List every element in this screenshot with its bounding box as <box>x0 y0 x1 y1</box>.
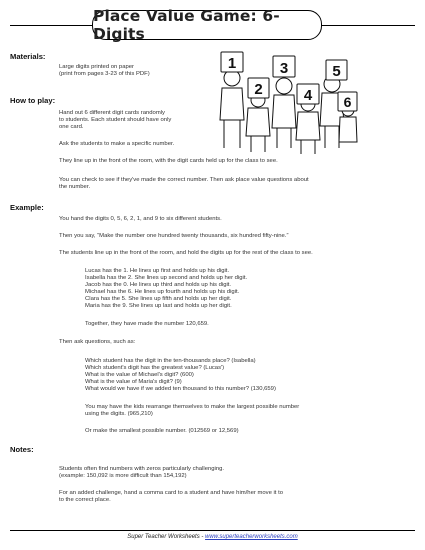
notes-p2-line-2: to the correct place. <box>59 497 111 503</box>
rearrange-line-1: You may have the kids rearrange themselves to make the largest possible number <box>85 404 300 410</box>
rearrange-line-2: using the digits. (965,210) <box>85 411 153 417</box>
footer-link[interactable]: www.superteacherworksheets.com <box>205 534 298 540</box>
notes-p1-line-2: (example: 150,092 is more difficult than 154,192) <box>59 473 187 479</box>
digit-card-2: 2 <box>254 81 263 98</box>
question-5: What would we have if we added ten thousand to this number? (130,659) <box>85 386 276 392</box>
notes-p2-line-1: For an added challenge, hand a comma card to a student and have him/her move it to <box>59 490 283 496</box>
how-to-play-p4-line-1: You can check to see if they've made the correct number. Then ask place value questions about <box>59 177 309 183</box>
lineup-line-4: Michael has the 6. He lines up fourth and holds up his digit. <box>85 289 240 295</box>
student-figure-6 <box>338 92 357 142</box>
question-4: What is the value of Maria's digit? (9) <box>85 379 182 385</box>
digit-card-5: 5 <box>332 63 341 80</box>
then-ask-text: Then ask questions, such as: <box>59 339 136 345</box>
lineup-line-3: Jacob has the 0. He lines up third and holds up his digit. <box>85 282 232 288</box>
materials-line-2: (print from pages 3-23 of this PDF) <box>59 71 150 77</box>
lineup-line-6: Maria has the 9. She lines up last and holds up her digit. <box>85 303 232 309</box>
students-illustration <box>208 48 358 156</box>
example-p2: Then you say, “Make the number one hundred twenty thousands, six hundred fifty-nine.” <box>59 233 289 239</box>
student-figure-4 <box>296 84 320 154</box>
digit-card-1: 1 <box>227 55 237 72</box>
how-to-play-p1-line-2: to students. Each student should have only <box>59 117 172 123</box>
smallest-text: Or make the smallest possible number. (012569 or 12,569) <box>85 428 239 434</box>
how-to-play-p1-line-3: one card. <box>59 124 84 130</box>
student-figure-3 <box>272 56 296 148</box>
example-p1: You hand the digits 0, 5, 6, 2, 1, and 9 to six different students. <box>59 216 222 222</box>
student-figure-1 <box>220 52 244 148</box>
example-heading: Example: <box>10 203 44 212</box>
lineup-line-5: Clara has the 5. She lines up fifth and holds up her digit. <box>85 296 232 302</box>
digit-card-4: 4 <box>303 87 313 104</box>
footer <box>0 534 425 540</box>
lineup-line-1: Lucas has the 1. He lines up first and holds up his digit. <box>85 268 230 274</box>
question-3: What is the value of Michael's digit? (600) <box>85 372 194 378</box>
example-p3: The students line up in the front of the room, and hold the digits up for the rest of the class to see. <box>59 250 313 256</box>
how-to-play-p1-line-1: Hand out 6 different digit cards randomly <box>59 110 165 116</box>
how-to-play-p3: They line up in the front of the room, with the digit cards held up for the class to see. <box>59 158 278 164</box>
materials-line-1: Large digits printed on paper <box>59 64 134 70</box>
notes-heading: Notes: <box>10 445 34 454</box>
question-1: Which student has the digit in the ten-thousands place? (Isabella) <box>85 358 256 364</box>
materials-heading: Materials: <box>10 52 46 61</box>
footer-text: Super Teacher Worksheets - <box>127 534 206 540</box>
digit-card-3: 3 <box>279 60 289 77</box>
student-figure-2 <box>246 78 270 152</box>
how-to-play-p2: Ask the students to make a specific number. <box>59 141 175 147</box>
notes-p1-line-1: Students often find numbers with zeros particularly challenging. <box>59 466 225 472</box>
together-text: Together, they have made the number 120,659. <box>85 321 209 327</box>
lineup-line-2: Isabella has the 2. She lines up second and holds up her digit. <box>85 275 248 281</box>
how-to-play-heading: How to play: <box>10 96 56 105</box>
footer-rule <box>10 530 415 531</box>
how-to-play-p4-line-2: the number. <box>59 184 91 190</box>
question-2: Which student's digit has the greatest value? (Lucas') <box>85 365 225 371</box>
title-box <box>92 7 322 43</box>
digit-card-6: 6 <box>343 94 352 110</box>
page-title: Place Value Game: 6-Digits <box>93 7 280 43</box>
